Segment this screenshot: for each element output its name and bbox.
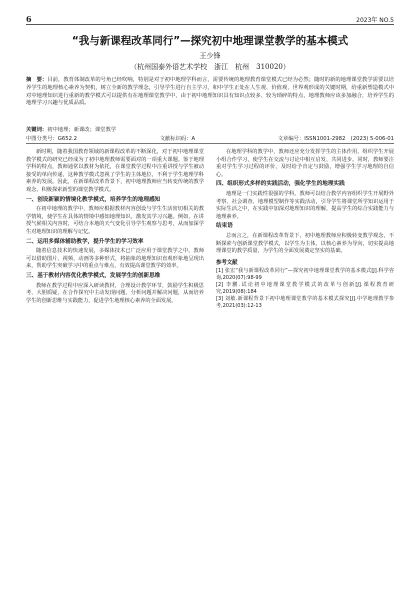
author-affiliation: （杭州国泰外语艺术学校 浙江 杭州 310020） — [130, 63, 290, 71]
issue-label: 2023年 NO.5 — [356, 17, 394, 24]
article-issn: 文章编号：ISSN1001-2982 (2023) 5-006-01 — [277, 136, 394, 142]
body-paragraph: 在地理学科的教学中，教师还应充分发挥学生的主体作用，组织学生开展小组合作学习，使学生在交流与讨论中相互启发、共同进步。同时，教师要注重对学生学习过程的评价，及时给予肯定与鼓励，增强学生学习地理的自信心。 — [216, 149, 394, 178]
clc-number: 中图分类号：G652.2 — [26, 136, 78, 142]
body-paragraph: 地理是一门实践性很强的学科。教师可以结合教学内容组织学生开展野外考察、社会调查、地理模型制作等实践活动，引导学生将课堂所学知识运用于实际生活之中，在实践中加深对地理知识的理解，提高学生的综合实践能力与地理素养。 — [216, 190, 394, 220]
body-paragraph: 总而言之，在新课程改革背景下，初中地理教师应积极转变教学观念，不断探索与创新课堂教学模式，以学生为主体，以核心素养为导向，切实提高地理课堂的教学质量，为学生的全面发展奠定坚实的基础。 — [216, 232, 394, 255]
meta-divider — [26, 143, 394, 144]
keywords-label: 关键词： — [26, 127, 48, 133]
body-paragraph: 教师在教学过程中应深入研读教材，合理设计教学环节，鼓励学生积极思考、大胆质疑，在合作探究中主动发现问题、分析问题并解决问题，从而培养学生的创新思维与实践能力，促进学生地理核心素养的全面发展。 — [26, 282, 204, 304]
header-divider — [26, 24, 394, 25]
author-name: 王少锋 — [199, 52, 221, 60]
section-heading: 二、运用多媒体辅助教学，提升学生的学习效率 — [26, 238, 144, 245]
body-column-right — [216, 149, 394, 310]
document-code: 文献标识码：A — [159, 136, 196, 142]
section-heading: 三、基于教材内容优化教学模式，发展学生的创新思维 — [26, 272, 161, 279]
reference-item: [1] 张宏“我与新课程改革同行”—探究初中地理课堂教学的基本模式[J].科学咨询,2020(07):98-99 — [216, 268, 394, 282]
abstract — [26, 77, 394, 108]
section-heading: 四、组织形式多样的实践活动，强化学生的地理实践 — [216, 181, 345, 188]
body-paragraph: 在初中地理的教学中，教师应根据教材内容创设与学生生活密切相关的教学情境，使学生在具体的情境中感知地理知识，激发其学习兴趣。例如，在讲授气候相关内容时，可结合本地的天气变化引导学生观察与思考，从而加深学生对地理知识的理解与记忆。 — [26, 206, 204, 235]
references-heading: 参考文献 — [216, 259, 238, 266]
reference-item: [2] 李鹏.试论初中地理课堂教学模式的改革与创新[J].课程教育研究,2019(08):184 — [216, 282, 394, 296]
page-number: 6 — [26, 14, 32, 24]
body-paragraph: 随着信息技术的快速发展，多媒体技术已广泛应用于课堂教学之中。教师可以借助图片、视频、动画等多种形式，将抽象的地理知识直观形象地呈现出来，帮助学生突破学习中的重点与难点，有效提高课堂教学的效率。 — [26, 248, 204, 270]
article-meta — [26, 134, 394, 142]
reference-item: [3] 刘敏.新课程背景下初中地理课堂教学的基本模式探究[J].中学地理教学参考,2021(03):12-13 — [216, 296, 394, 310]
body-paragraph: 新时期，随着我国教育领域的新课程改革的不断深化，对于初中地理课堂教学模式的研究已经成为了初中地理教师需要面对的一项重大课题。鉴于地理学科的特点，教师通常以教材为依托，在课堂教学过程中注重讲授与学生被动接受的单向传递，这种教学模式忽视了学生的主体地位，不利于学生地理学科素养的发展。因此，在新课程改革背景下，初中地理教师应当转变传统的教学观念，积极探索新型的课堂教学模式。 — [26, 149, 204, 193]
abstract-label: 摘 要： — [26, 77, 48, 83]
keywords — [26, 125, 394, 133]
body-column-left — [26, 149, 204, 306]
section-heading: 结束语 — [216, 223, 233, 230]
section-heading: 一、创设新颖的情境化教学模式，培养学生的地理感知 — [26, 196, 161, 203]
keywords-text: 初中地理；新课改；课堂教学 — [47, 127, 117, 133]
abstract-text: 目前，教育体制改革的号角已经吹响，特别是对于初中地理学科而言，需要传统的地理教育课堂模式已经为必然；随时的新的地理课堂教学需要以培养学生的地理核心素养为契机，树立全新的教学理念，引导学生进行自主学习，和中学生正处在人生观、价值观、世界观形成的关键时期，给重新塑造模式中对中地理知识进行重新的教学模式可以提供有在地理课堂教学中，由于初中地理知识具有知识点较多、较为琐碎的特点，地理教师应该多加融合，培养学生的地理学习兴趣与优质品质。 — [26, 77, 394, 107]
paper-title: “我与新课程改革同行”—探究初中地理课堂教学的基本模式 — [71, 35, 349, 47]
